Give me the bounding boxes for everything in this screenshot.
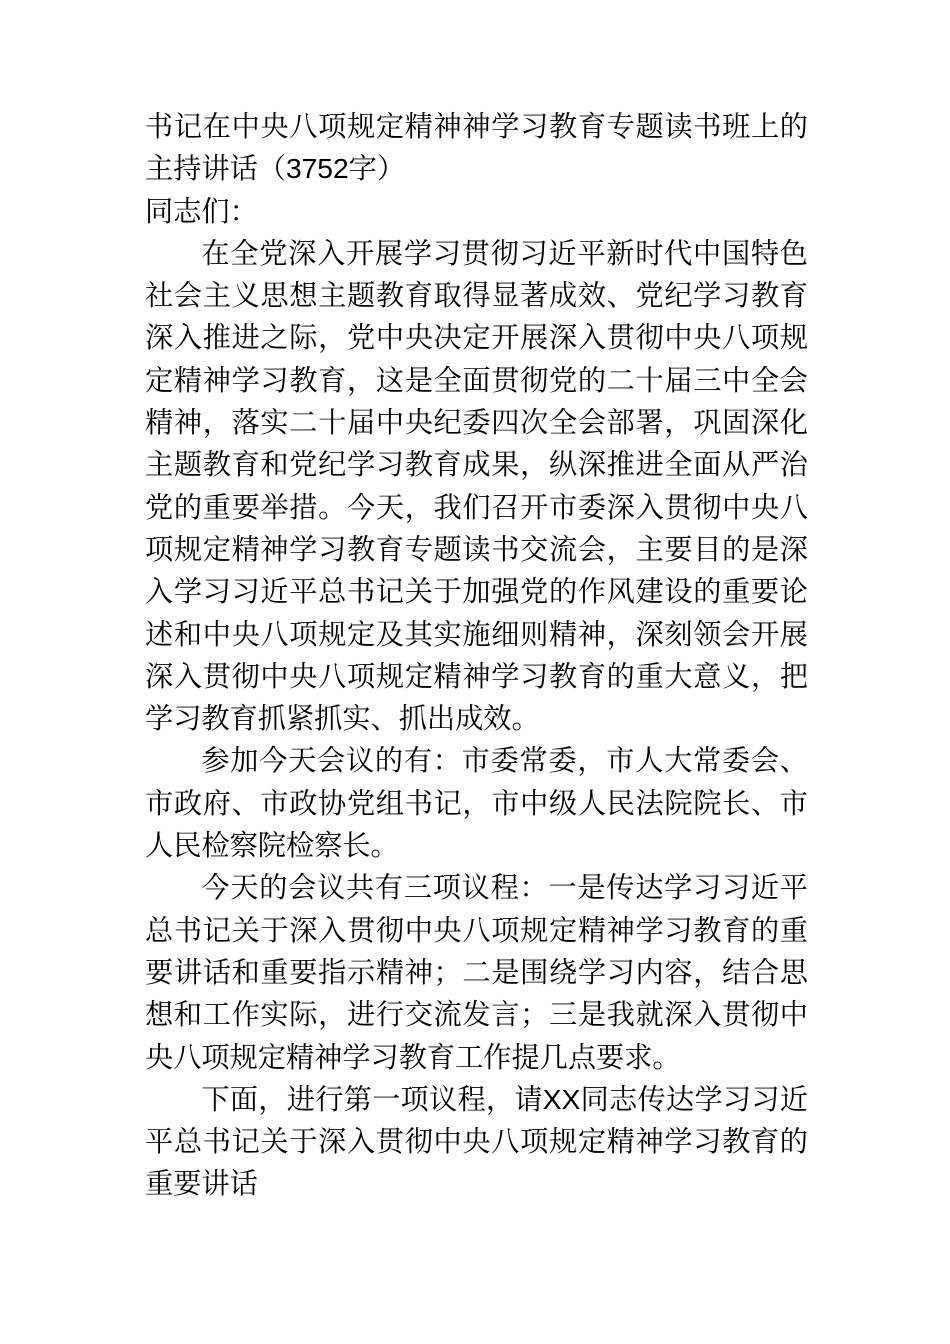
document-title: 书记在中央八项规定精神神学习教育专题读书班上的主持讲话（3752字） (145, 110, 808, 185)
paragraph-3: 今天的会议共有三项议程：一是传达学习习近平总书记关于深入贯彻中央八项规定精神学习教育的重要讲话和重要指示精神；二是围绕学习内容，结合思想和工作实际，进行交流发言；三是我就深入贯彻中央八项规定精神学习教育工作提几点要求。 (145, 871, 808, 1073)
paragraph-2: 参加今天会议的有：市委常委，市人大常委会、市政府、市政协党组书记，市中级人民法院院长、市人民检察院检察长。 (145, 744, 808, 862)
paragraph-4: 下面，进行第一项议程，请XX同志传达学习习近平总书记关于深入贯彻中央八项规定精神学习教育的重要讲话 (145, 1082, 808, 1200)
document-body (145, 105, 808, 1205)
paragraph-1: 在全党深入开展学习贯彻习近平新时代中国特色社会主义思想主题教育取得显著成效、党纪学习教育深入推进之际，党中央决定开展深入贯彻中央八项规定精神学习教育，这是全面贯彻党的二十届三中全会精神，落实二十届中央纪委四次全会部署，巩固深化主题教育和党纪学习教育成果，纵深推进全面从严治党的重要举措。今天，我们召开市委深入贯彻中央八项规定精神学习教育专题读书交流会，主要目的是深入学习习近平总书记关于加强党的作风建设的重要论述和中央八项规定及其实施细则精神，深刻领会开展深入贯彻中央八项规定精神学习教育的重大意义，把学习教育抓紧抓实、抓出成效。 (145, 236, 808, 735)
salutation: 同志们： (145, 194, 258, 227)
